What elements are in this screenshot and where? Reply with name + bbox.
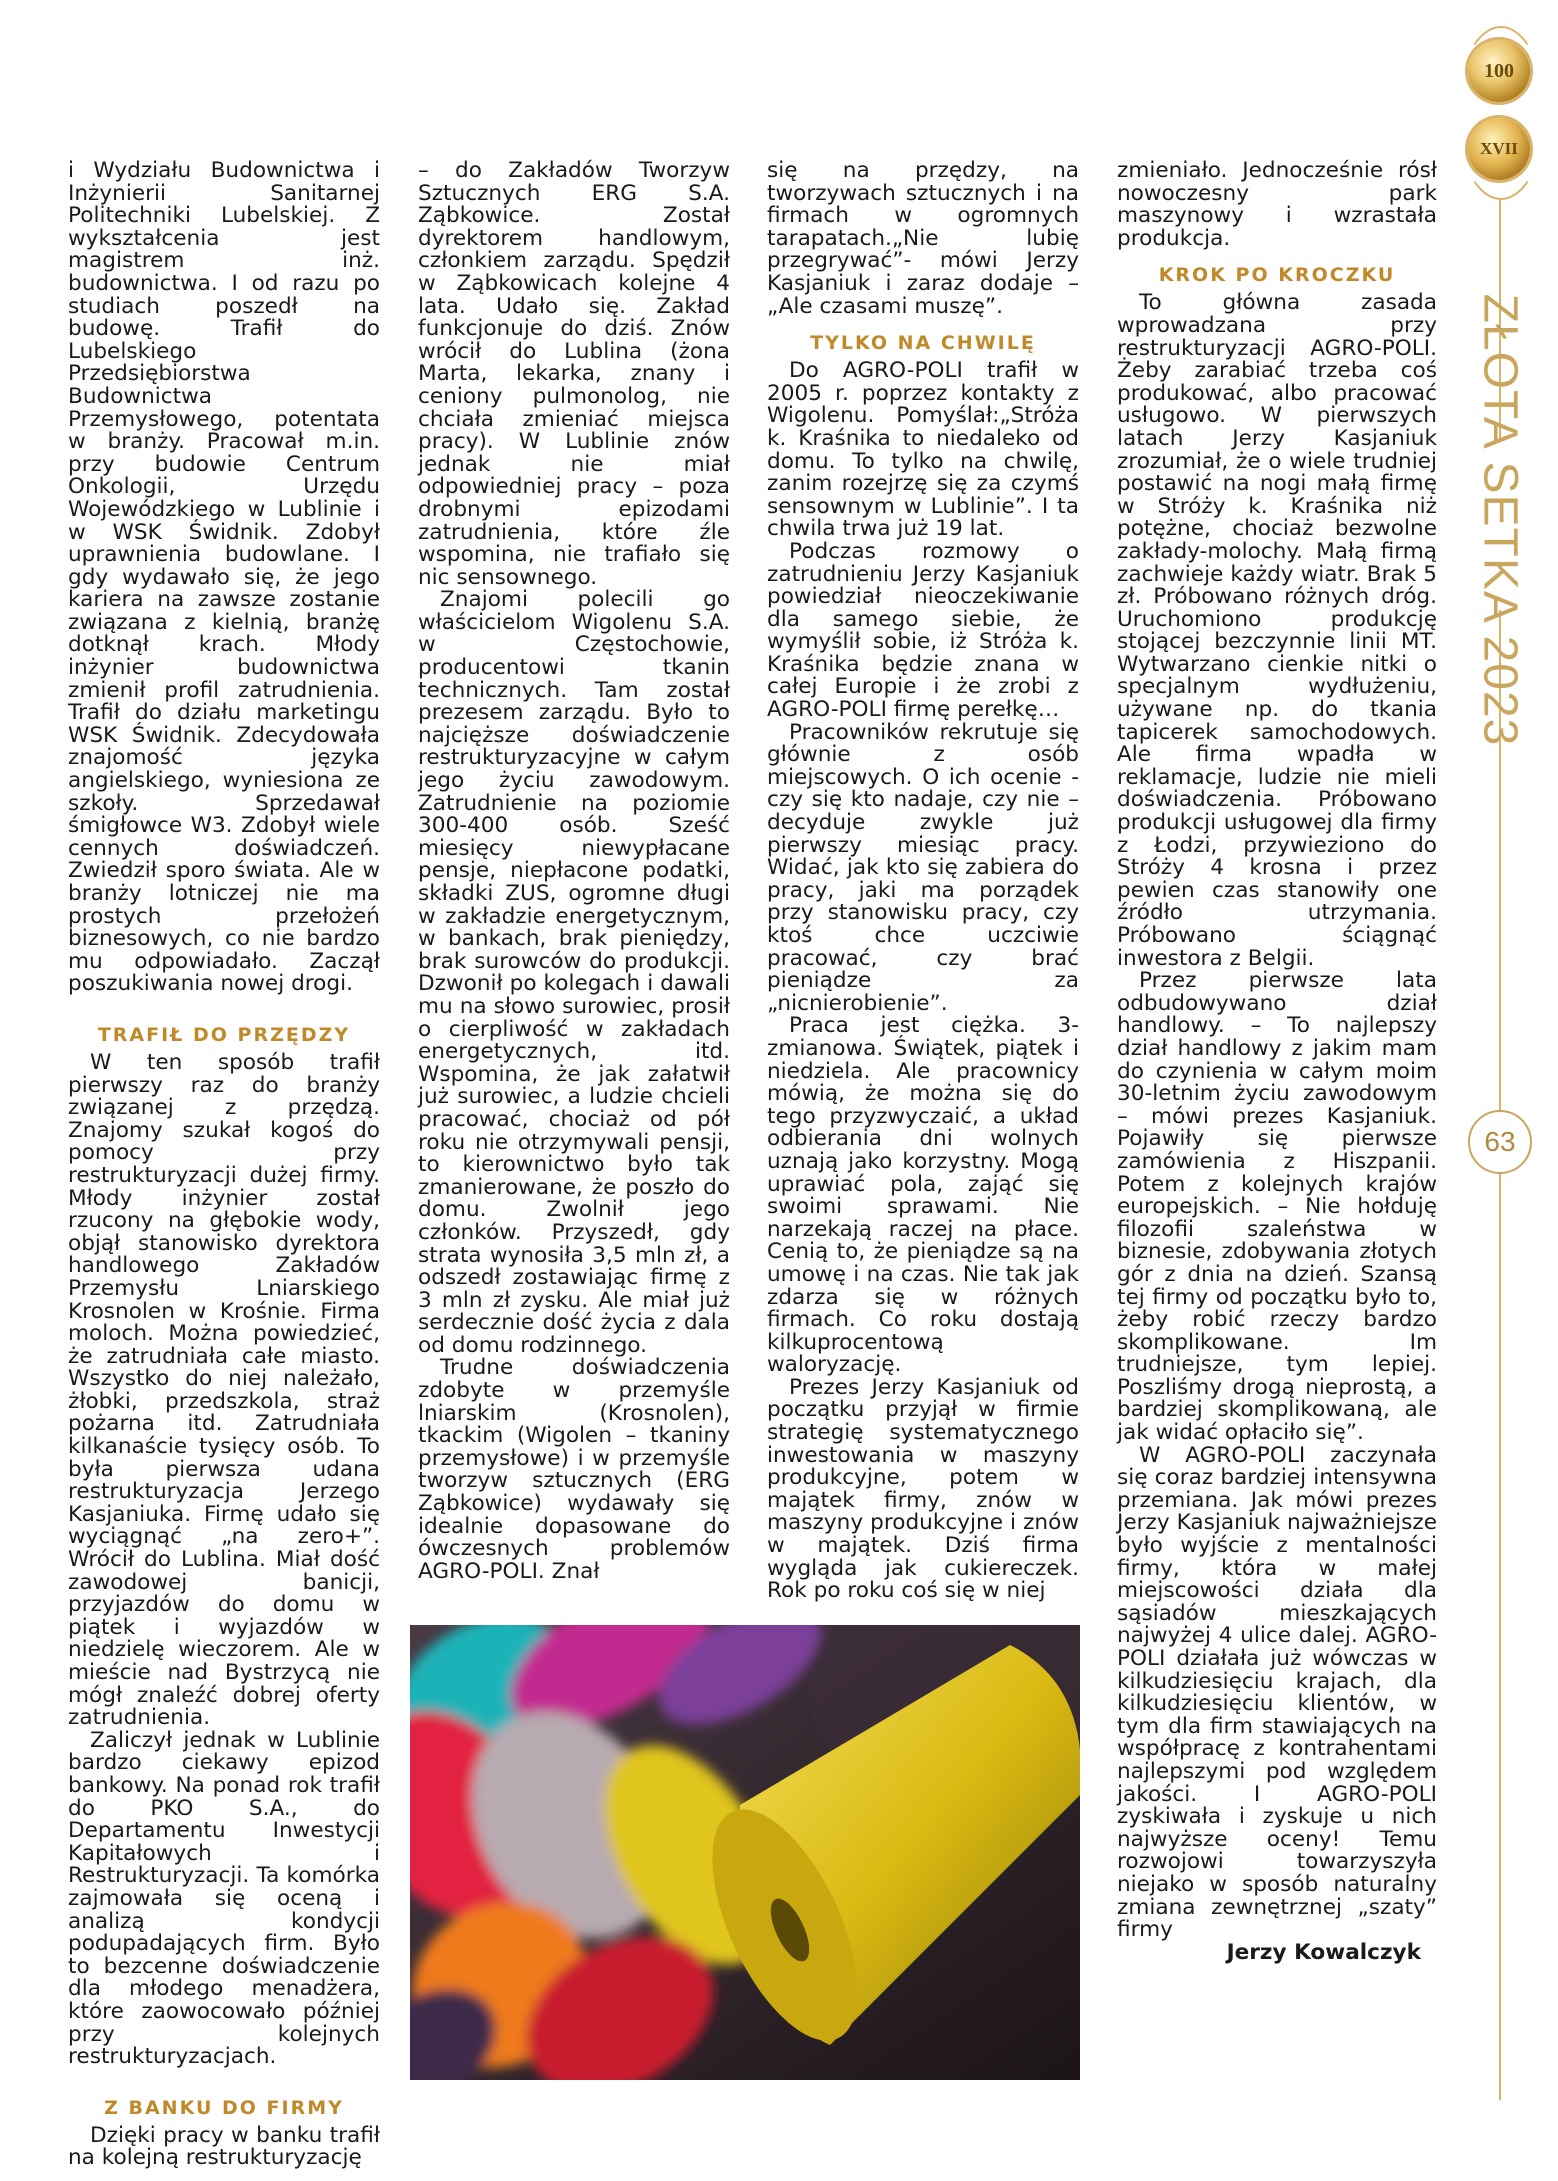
article-column-4 [1117, 160, 1437, 1964]
paragraph: Trudne doświadczenia zdobyte w przemyśle lniarskim (Krosnolen), tkackim (Wigolen – tkaniny przemysłowe) i w przemyśle tworzyw sztucznych (ERG Ząbkowice) wydawały się idealnie dopasowane do ówczesnych problemów AGRO-POLI. Znał [418, 1355, 730, 1584]
paragraph: Zaliczył jednak w Lublinie bardzo ciekawy epizod bankowy. Na ponad rok trafił do PKO S.A., do Departamentu Inwestycji Kapitałowych i Restrukturyzacji. Ta komórka zajmowała się oceną i analizą kondycji podupadających firm. Było to bezcenne doświadczenie dla młodego menadżera, które zaowocowało później przy kolejnych restrukturyzacjach. [68, 1727, 380, 2070]
paragraph: To główna zasada wprowadzana przy restrukturyzacji AGRO-POLI. Żeby zarabiać trzeba coś produkować, albo pracować usługowo. W pierwszych latach Jerzy Kasjaniuk zrozumiał, że o wiele trudniej postawić na nogi małą firmę w Stróży k. Kraśnika niż potężne, chociaż bezwolne zakłady-molochy. Małą firmą zachwieje każdy wiatr. Brak 5 zł. Próbowano różnych dróg. Uruchomiono produkcję stojącej bezczynnie linii MT. Wytwarzano cienkie nitki o specjalnym wydłużeniu, używane np. do tkania tapicerek samochodowych. Ale firma wpadła w reklamacje, ludzie nie mieli doświadczenia. Próbowano produkcji usługowej dla firmy z Łodzi, przywieziono do Stróży 4 krosna i przez pewien czas stanowiły one źródło utrzymania. Próbowano ściągnąć inwestora z Belgii. [1117, 290, 1437, 971]
paragraph: Dzięki pracy w banku trafił na kolejną restrukturyzację [68, 2122, 380, 2171]
section-heading: Z BANKU DO FIRMY [104, 2096, 344, 2119]
article-column-2 [418, 160, 730, 1583]
paragraph: – do Zakładów Tworzyw Sztucznych ERG S.A. Ząbkowice. Został dyrektorem handlowym, członkiem zarządu. Spędził w Ząbkowicach kolejne 4 lata. Udało się. Zakład funkcjonuje do dziś. Znów wrócił do Lublina (żona Marta, lekarka, znany i ceniony pulmonolog, nie chciała zmieniać miejsca pracy). W Lublinie znów jednak nie miał odpowiedniej pracy – poza drobnymi epizodami zatrudnienia, które źle wspomina, nie trafiało się nic sensownego. [418, 158, 730, 590]
paragraph: W ten sposób trafił pierwszy raz do branży związanej z przędzą. Znajomy szukał kogoś do pomocy przy restrukturyzacji dużej firmy. Młody inżynier został rzucony na głębokie wody, objął stanowisko dyrektora handlowego Zakładów Przemysłu Lniarskiego Krosnolen w Krośnie. Firma moloch. Można powiedzieć, że zatrudniała całe miasto. Wszystko do niej należało, żłobki, przedszkola, straż pożarna itd. Zatrudniała kilkanaście tysięcy osób. To była pierwsza udana restrukturyzacja Jerzego Kasjaniuka. Firmę udało się wyciągnąć „na zero+”. Wrócił do Lublina. Miał dość zawodowej banicji, przyjazdów do domu w piątek i wyjazdów w niedzielę wieczorem. Ale w mieście nad Bystrzycą nie mógł znaleźć dobrej oferty zatrudnienia. [68, 1049, 380, 1731]
paragraph: Pracowników rekrutuje się głównie z osób miejscowych. O ich ocenie - czy się kto nadaje, czy nie – decyduje zwykle już pierwszy miesiąc pracy. Widać, jak kto się zabiera do pracy, jaki ma porządek przy stanowisku pracy, czy ktoś chce uczciwie pracować, czy brać pieniądze za „nicnierobienie”. [767, 719, 1079, 1016]
paragraph: Praca jest ciężka. 3-zmianowa. Świątek, piątek i niedziela. Ale pracownicy mówią, że można się do tego przyzwyczaić, a układ odbierania dni wolnych uznają jako korzystny. Mogą uprawiać pola, zająć się swoimi sprawami. Nie narzekają raczej na płace. Cenią to, że pieniądze są na umowę i na czas. Nie tak jak zdarza się w różnych firmach. Co roku dostają kilkuprocentową waloryzację. [767, 1013, 1079, 1378]
article-column-3 [767, 160, 1079, 1603]
section-heading: TRAFIŁ DO PRZĘDZY [97, 1023, 351, 1046]
medal-100-icon: 100 [1468, 40, 1530, 102]
medal-xvii-icon: XVII [1468, 118, 1530, 180]
spools-illustration [410, 1625, 1080, 2080]
thread-spools-photo [410, 1625, 1080, 2080]
paragraph: się na przędzy, na tworzywach sztucznych i na firmach w ogromnych tarapatach.„Nie lubię przegrywać”- mówi Jerzy Kasjaniuk i zaraz dodaje – „Ale czasami muszę”. [767, 158, 1079, 319]
page-number: 63 [1468, 1110, 1532, 1174]
paragraph: zmieniało. Jednocześnie rósł nowoczesny park maszynowy i wzrastała produkcja. [1117, 158, 1437, 251]
paragraph: i Wydziału Budownictwa i Inżynierii Sanitarnej Politechniki Lubelskiej. Z wykształcenia jest magistrem inż. budownictwa. I od razu po studiach poszedł na budowę. Trafił do Lubelskiego Przedsiębiorstwa Budownictwa Przemysłowego, potentata w branży. Pracował m.in. przy budowie Centrum Onkologii, Urzędu Wojewódzkiego w Lublinie i w WSK Świdnik. Zdobył uprawnienia budowlane. I gdy wydawało się, że jego kariera na zawsze zostanie związana z kielnią, branżę dotknął krach. Młody inżynier budownictwa zmienił profil zatrudnienia. Trafił do działu marketingu WSK Świdnik. Zdecydowała znajomość języka angielskiego, wyniesiona ze szkoły. Sprzedawał śmigłowce W3. Zdobył wiele cennych doświadczeń. Zwiedził sporo świata. Ale w branży lotniczej nie ma prostych przełożeń biznesowych, co nie bardzo mu odpowiadało. Zaczął poszukiwania nowej drogi. [68, 158, 380, 997]
section-heading: TYLKO NA CHWILĘ [810, 332, 1036, 355]
author-signature: Jerzy Kowalczyk [1226, 1939, 1421, 1965]
paragraph: Podczas rozmowy o zatrudnieniu Jerzy Kasjaniuk powiedział nieoczekiwanie dla samego siebie, że wymyślił sobie, iż Stróża k. Kraśnika będzie znana w całej Europie i że zrobi z AGRO-POLI firmę perełkę… [767, 538, 1079, 723]
paragraph: Znajomi polecili go właścicielom Wigolenu S.A. w Częstochowie, producentowi tkanin technicznych. Tam został prezesem zarządu. Było to najcięższe doświadczenie restrukturyzacyjne w całym jego życiu zawodowym. Zatrudnienie na poziomie 300-400 osób. Sześć miesięcy niewypłacane pensje, niepłacone podatki, składki ZUS, ogromne długi w zakładzie energetycznym, w bankach, brak pieniędzy, brak surowców do produkcji. Dzwonił po kolegach i dawali mu na słowo surowiec, prosił o cierpliwość w zakładach energetycznych, itd. Wspomina, że jak załatwił już surowiec, a ludzie chcieli pracować, chociaż od pół roku nie otrzymywali pensji, to kierownictwo było tak zmanierowane, że poszło do domu. Zwolnił jego członków. Przyszedł, gdy strata wynosiła 3,5 mln zł, a odszedł zostawiając firmę z 3 mln zł zysku. Ale miał już serdecznie dość życia z dala od domu rodzinnego. [418, 587, 730, 1358]
article-column-1 [68, 160, 380, 2170]
section-title: ZŁOTA SETKA 2023 [1473, 293, 1527, 747]
paragraph: Prezes Jerzy Kasjaniuk od początku przyjął w firmie strategię systematycznego inwestowania w maszyny produkcyjne, potem w majątek firmy, znów w maszyny produkcyjne i znów w majątek. Dziś firma wygląda jak cukiereczek. Rok po roku coś się w niej [767, 1374, 1079, 1604]
section-heading: KROK PO KROCZKU [1158, 264, 1396, 287]
paragraph: Do AGRO-POLI trafił w 2005 r. poprzez kontakty z Wigolenu. Pomyślał:„Stróża k. Kraśnika to niedaleko od domu. To tylko na chwilę, zanim rozejrzę się za czymś sensownym w Lublinie”. I ta chwila trwa już 19 lat. [767, 358, 1079, 542]
paragraph: W AGRO-POLI zaczynała się coraz bardziej intensywna przemiana. Jak mówi prezes Jerzy Kasjaniuk najważniejsze było wyjście z mentalności firmy, która w małej miejscowości działa dla sąsiadów mieszkających najwyżej 4 ulice dalej. AGRO-POLI działała już wówczas w kilkudziesięciu krajach, dla kilkudziesięciu klientów, w tym dla firm stawiających na współpracę z kontrahentami najlepszymi pod względem jakości. I AGRO-POLI zyskiwała i zyskuje u nich najwyższe oceny! Temu rozwojowi towarzyszyła niejako w sposób naturalny zmiana zewnętrznej „szaty” firmy [1117, 1442, 1437, 1943]
paragraph: Przez pierwsze lata odbudowywano dział handlowy. – To najlepszy dział handlowy z jakim mam do czynienia w całym moim 30-letnim życiu zawodowym – mówi prezes Kasjaniuk. Pojawiły się pierwsze zamówienia z Hiszpanii. Potem z kolejnych krajów europejskich. – Nie hołduję filozofii szaleństwa w biznesie, zdobywania złotych gór z dnia na dzień. Szansą tej firmy od początku było to, żeby robić rzeczy bardzo skomplikowane. Im trudniejsze, tym lepiej. Poszliśmy drogą nieprostą, a bardziej skomplikowaną, ale jak widać opłaciło się”. [1117, 968, 1437, 1446]
